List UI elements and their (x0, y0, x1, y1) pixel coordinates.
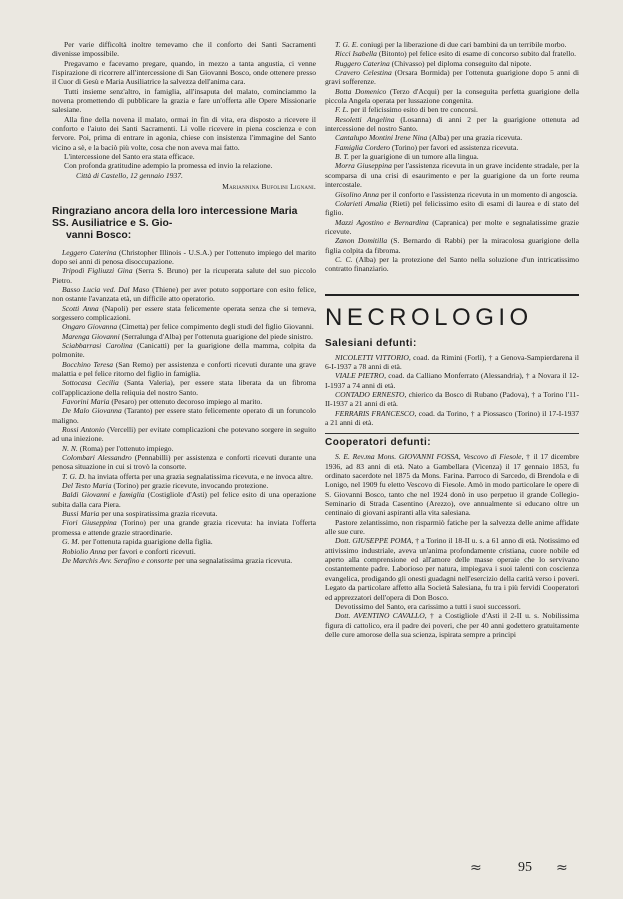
obituary-entry (325, 536, 579, 601)
entry-name: Botta Domenico (335, 86, 387, 96)
entry-name: T. G. E. (335, 40, 359, 49)
entry-text: (Rieti) pel felicissimo esito di esami di laurea e di stato del figlio. (325, 198, 580, 218)
entry-text: (Losanna) di anni 2 per la guarigione ottenuta ad intercessione del nostro Santo. (325, 114, 579, 134)
entry-name: De Malo Giovanna (62, 406, 122, 416)
thanks-entry (52, 285, 316, 304)
entry-name: Cantalupo Montini Irene Nina (335, 133, 428, 143)
entry-text: , † il 17 dicembre 1936, ad 83 anni di età. Nato a Gambellara (Vicenza) il 17 gennaio 1853, fu ordinato sacerdote nel 1875 da Mons. Farina. Parroco di Sarcedo, di Brendola e di Lonigo, nel 1909 fu eletto Vescovo di Fiesole. Amò in modo particolare le opere di S. Giovanni Bosco, tanto che nel 1924 donò in uso perpetuo il grande Collegio-Seminario di Strada Casentino (Arezzo), ove annualmente si educano oltre un centinaio di giovani aspiranti alla vita salesiana. (325, 452, 579, 518)
entry-name: Baldi Giovanni e famiglia (62, 490, 145, 500)
decoration-glyph: ≈ (470, 860, 482, 876)
entry-name: De Marchis Avv. Serafino e consorte (62, 555, 173, 565)
entry-name: Resoletti Angelina (335, 114, 395, 124)
thanks-entry (325, 68, 579, 87)
entry-extra: Pastore zelantissimo, non risparmiò fatiche per la salvezza delle anime affidate alle sue cure. (325, 517, 579, 537)
entry-name: Zanon Domitilla (335, 236, 388, 246)
paragraph: L'intercessione del Santo era stata efficace. (64, 152, 195, 162)
entry-name: C. C. (335, 254, 353, 264)
entry-text: (Orsara Bormida) per l'ottenuta guarigione dopo 5 anni di gravi sofferenze. (325, 68, 579, 87)
salesiani-list (325, 353, 579, 428)
thanks-entry (52, 341, 316, 360)
thanks-entry (325, 236, 579, 255)
cooperatori-list (325, 452, 579, 639)
thanks-list (52, 248, 316, 566)
obituary-entry (325, 409, 579, 428)
entry-text: (Torino) per una grande grazia ricevuta: ha inviata l'offerta promessa e attende grazie straordinarie. (52, 518, 316, 537)
thanks-entry (325, 190, 579, 199)
obituary-entry (325, 353, 579, 372)
thanks-entry (52, 406, 316, 425)
entry-name: Favorini Maria (62, 397, 110, 406)
thanks-entry (52, 472, 316, 481)
thanks-entry (52, 304, 316, 323)
entry-name: VIALE PIETRO (335, 371, 385, 381)
entry-text: per una sospiratissima grazia ricevuta. (99, 509, 218, 519)
entry-text: (San Remo) per assistenza e conforti ricevuti durante una grave malattia e pel felice ritorno del figlio in famiglia. (52, 359, 316, 378)
entry-text: (Torino) per grazie ricevute, invocando protezione. (111, 481, 269, 491)
entry-name: CONTADO ERNESTO (335, 389, 405, 399)
thanks-entry (52, 360, 316, 379)
paragraph: Tutti insieme senz'altro, in famiglia, all'insaputa del malato, cominciammo la novena promettendo di pubblicare la grazia e fare un'offerta alle Opere Missionarie salesiane. (52, 86, 316, 115)
entry-text: (Bitonto) pel felice esito di esame di concorso subito dal fratello. (376, 49, 577, 59)
thanks-entry (325, 115, 579, 134)
entry-name: Bussi Maria (62, 509, 100, 519)
entry-text: per la guarigione di un tumore alla lingua. (349, 152, 479, 162)
thanks-entry (325, 59, 579, 68)
entry-text: (S. Bernardo di Rabbi) per la miracolosa guarigione della figlia colpita da fibroma. (325, 236, 579, 255)
entry-name: FERRARIS FRANCESCO (335, 408, 415, 418)
entry-name: Bocchino Teresa (62, 359, 114, 369)
entry-text: (Serra S. Bruno) per la ricuperata salute del suo piccolo Pietro. (52, 266, 316, 285)
thanks-entry (52, 378, 316, 397)
obituary-entry (325, 390, 579, 409)
thanks-entry (52, 425, 316, 444)
thanks-entry (52, 556, 316, 565)
thanks-entry (52, 397, 316, 406)
thanks-entry (52, 444, 316, 453)
obituary-entry (325, 371, 579, 390)
entry-text: per una segnalatissima grazia ricevuta. (172, 555, 293, 565)
entry-name: Ricci Isabella (335, 49, 377, 59)
entry-name: Colarieti Amalia (335, 198, 388, 208)
intro-paragraphs (52, 40, 316, 171)
thanks-entry (325, 87, 579, 106)
letter-signature: Mariannina Bufolini Lignani. (222, 182, 316, 192)
paragraph: Con profonda gratitudine adempio la promessa ed invio la relazione. (64, 161, 273, 171)
entry-name: Famiglia Cordero (335, 142, 390, 152)
necrology-section (325, 294, 579, 640)
entry-text: (Pesaro) per ottenuto decoroso impiego al marito. (109, 397, 263, 406)
section-title-line-2: vanni Bosco: (66, 229, 132, 241)
thanks-entry (52, 453, 316, 472)
thanks-entry (325, 152, 579, 161)
paragraph: Pregavamo e facevamo pregare, quando, in mezzo a tanta angustia, ci venne l'ispirazione di ricorrere all'intercessione di San Giovanni Bosco, onde ottenere presso il Cuor di Gesù e Maria Ausiliatrice la salvezza dell'anima cara. (52, 58, 316, 87)
page-number: 95 (518, 860, 532, 875)
entry-text: (Canicatti) per la guarigione della mamma, colpita da polmonite. (52, 340, 316, 360)
entry-name: Fiori Giuseppina (62, 518, 117, 528)
thanks-entry (52, 490, 316, 509)
thanks-entry (52, 322, 316, 331)
necrology-title: NECROLOGIO (325, 303, 533, 331)
right-column (325, 40, 579, 639)
entry-name: Ruggero Caterina (335, 58, 390, 68)
section-title-line-1: Ringraziano ancora della loro intercessione Maria SS. Ausiliatrice e S. Gio- (52, 205, 298, 229)
entry-name: F. L. (335, 105, 349, 115)
entry-text: (Napoli) per essere stata felicemente operata senza che si temeva, sorgessero complicazioni. (52, 303, 317, 322)
entry-text: coniugi per la liberazione di due cari bambini da un terribile morbo. (358, 40, 567, 49)
entry-name: B. T. (335, 152, 349, 162)
entry-text: (Vercelli) per evitate complicazioni che potevano sorgere in seguito ad una iniezione. (52, 425, 316, 444)
thanks-entry (52, 248, 316, 267)
entry-text: , coad. da Torino, † a Piossasco (Torino) il 17-I-1937 a 21 anni di età. (325, 408, 579, 427)
thanks-entry (325, 143, 579, 152)
entry-name: Rossi Antonio (62, 425, 105, 435)
entry-name: Colombari Alessandro (62, 453, 132, 463)
entry-name: Leggero Caterina (62, 247, 117, 257)
entry-name: Scotti Anna (62, 303, 99, 313)
entry-name: Ongaro Giovanna (62, 322, 118, 332)
entry-name: Robiolio Anna (62, 546, 106, 556)
entry-text: , coad. da Rimini (Forlì), † a Genova-Sampierdarena il 6-I-1937 a 78 anni di età. (325, 352, 579, 371)
entry-text: per l'assistenza ricevuta in un grave incidente stradale, per la scomparsa di una crisi di esaurimento e per la guarigione da un forte reuma intercostale. (325, 161, 579, 190)
entry-name: Dott. GIUSEPPE POMA (335, 536, 412, 546)
entry-name: T. G. D. (62, 471, 87, 481)
thanks-entry (325, 199, 579, 218)
left-column (52, 40, 316, 565)
entry-text: (Roma) per l'ottenuto impiego. (77, 443, 174, 453)
entry-name: Dott. AVENTINO CAVALLO (335, 611, 425, 621)
thanks-entry (325, 49, 579, 58)
entry-name: Basso Lucia ved. Dal Maso (62, 284, 150, 294)
entry-text: (Cimetta) per felice compimento degli studi del figlio Giovanni. (117, 322, 314, 332)
entry-text: (Christopher Illinois - U.S.A.) per l'ottenuto impiego del marito dopo sei anni di penosa disoccupazione. (52, 247, 316, 266)
entry-name: Mazzi Agostino e Bernardina (335, 217, 429, 227)
thanks-entry (325, 40, 579, 49)
entry-name: Sottocasa Cecilia (62, 378, 119, 388)
thanks-entry (52, 332, 316, 341)
entry-text: (Torino) per favori ed assistenza ricevuta. (389, 142, 519, 152)
entry-text: (Serralunga d'Alba) per l'ottenuta guarigione del piede sinistro. (119, 331, 313, 341)
entry-name: NICOLETTI VITTORIO (335, 352, 409, 362)
entry-text: per favori e conforti ricevuti. (105, 546, 196, 556)
entry-name: Cravero Celestina (335, 68, 392, 78)
cooperatori-heading: Cooperatori defunti: (325, 433, 579, 449)
entry-text: per il conforto e l'assistenza ricevuta in un momento di angoscia. (378, 189, 578, 199)
entry-text: , chierico da Bosco di Rubano (Padova), † a Torino l'11-II-1937 a 21 anni di età. (325, 389, 579, 409)
entry-name: Gisolino Anna (335, 189, 379, 199)
decoration-glyph: ≈ (556, 860, 568, 876)
entry-name: N. N. (62, 443, 78, 453)
obituary-entry (325, 611, 579, 639)
obituary-entry (325, 452, 579, 517)
entry-extra: Devotissimo del Santo, era carissimo a tutti i suoi successori. (335, 601, 521, 611)
thanks-entry (325, 255, 579, 274)
entry-name: Marenga Giovanni (62, 331, 120, 341)
entry-text: (Taranto) per essere stato felicemente operato di un foruncolo maligno. (52, 406, 316, 425)
entry-text: (Costigliole d'Asti) pel felice esito di una operazione subita dalla cara Piera. (52, 490, 317, 509)
entry-name: Morra Giuseppina (335, 161, 392, 171)
entry-text: per l'ottenuta rapida guarigione della figlia. (79, 537, 213, 547)
thanks-entry (52, 537, 316, 546)
entry-name: Tripodi Figliuzzi Gina (62, 266, 133, 276)
thanks-entry (325, 218, 579, 237)
entry-text: (Capranica) per molte e segnalatissime grazie ricevute. (325, 217, 579, 236)
thanks-entry (52, 509, 316, 518)
letter-date: Città di Castello, 12 gennaio 1937. (76, 170, 183, 180)
entry-text: (Santa Valeria), per essere stata liberata da un fibroma coll'applicazione della reliquia del nostro Santo. (52, 378, 316, 397)
entry-name: Sciabbarrasi Carolina (62, 340, 133, 350)
entry-text: (Alba) per la protezione del Santo nella soluzione d'un intricatissimo contratto finanziario. (325, 254, 580, 274)
thanks-entry (325, 105, 579, 114)
entry-text: ha inviata offerta per una grazia segnalatissima ricevuta, e ne invoca altre. (86, 471, 313, 481)
thanks-entry (52, 266, 316, 285)
section-title (52, 206, 316, 242)
entry-name: S. E. Rev.ma Mons. GIOVANNI FOSSA, Vescovo di Fiesole (335, 452, 522, 462)
entry-text: per il felicissimo esito di ben tre concorsi. (348, 105, 478, 115)
paragraph: Per varie difficoltà inoltre temevamo che il conforto dei Santi Sacramenti divenisse impossibile. (52, 40, 316, 59)
entry-text: (Chivasso) pel diploma conseguito dal nipote. (389, 58, 532, 68)
entry-text: , coad. da Calliano Monferrato (Alessandria), † a Novara il 12-I-1937 a 74 anni di età. (325, 371, 579, 390)
thanks-list-continued (325, 40, 579, 274)
thanks-entry (52, 518, 316, 537)
thanks-entry (325, 161, 579, 189)
entry-text: (Terzo d'Acqui) per la conseguita perfetta guarigione della piccola Angela operata per lussazione congenita. (325, 86, 580, 106)
thanks-entry (52, 481, 316, 490)
entry-name: Del Testo Maria (62, 481, 112, 491)
thanks-entry (52, 547, 316, 556)
entry-text: , † a Torino il 18-II u. s. a 61 anno di età. Notissimo ed attivissimo industriale, aveva un'anima profondamente cristiana, cuore nobile ed aperto alla comprensione ed all'amore delle masse operaie che lo servivano costantemente padre. Laborioso per natura, impiegava i suoi talenti con coscienza evangelica, prodigando gli onesti guadagni nell'esercizio della carità verso i poveri. Legato da particolare affetto alla Società Salesiana, fu tra i più fervidi Cooperatori ed apprezzatori dell'opera di Don Bosco. (325, 536, 579, 602)
entry-text: (Thiene) per aver potuto sopportare con esito felice, non ostante l'avanzata età, un difficile atto operatorio. (52, 284, 316, 304)
salesiani-heading: Salesiani defunti: (325, 337, 417, 349)
entry-name: G. M. (62, 537, 80, 547)
thanks-entry (325, 133, 579, 142)
entry-text: (Alba) per una grazia ricevuta. (427, 133, 523, 143)
entry-text: , † a Costigliole d'Asti il 2-II u. s. Nobilissima figura di cattolico, era il padre dei poveri, che per 40 anni godettero gratuitamente delle cure amorose della sua scienza, ispirata sempre a principi (325, 611, 579, 639)
entry-text: (Pennabilli) per assistenza e conforti ricevuti durante una penosa situazione in cui si trovò la consorte. (52, 453, 317, 472)
paragraph: Alla fine della novena il malato, ormai in fin di vita, era disposto a ricevere il conforto e l'aiuto dei Santi Sacramenti. Li volle ricevere in piena coscienza e con fervore. Poi, prima di entrare in agonia, chiese con insistenza l'immagine del Santo vicino a sè, e la baciò più volte, cosa che non aveva mai fatto. (52, 114, 316, 152)
